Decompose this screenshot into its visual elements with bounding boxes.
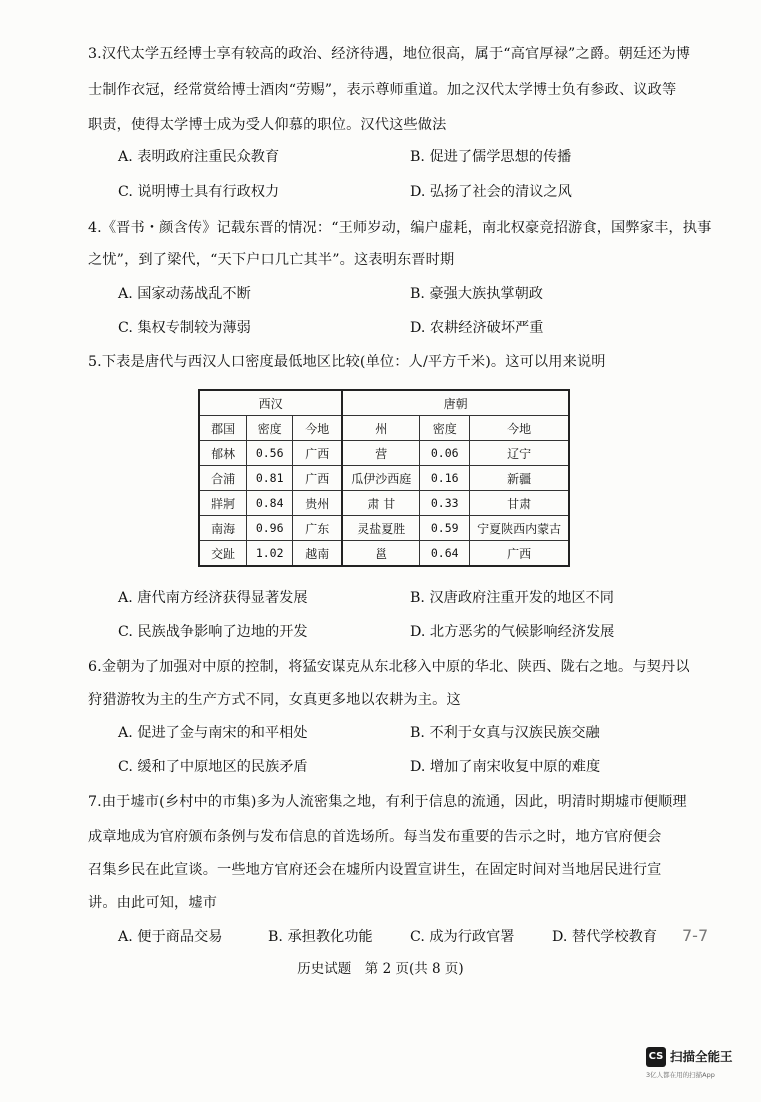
group-header-tang: 唐朝 [342,390,569,416]
question-6-line-2: 狩猎游牧为主的生产方式不同，女真更多地以农耕为主。这 [88,692,461,708]
table-cell: 牂牁 [199,491,247,516]
column-header: 郡国 [199,416,247,441]
question-5-option-b[interactable]: B. 汉唐政府注重开发的地区不同 [410,590,614,606]
question-7-option-a[interactable]: A. 便于商品交易 [118,929,223,945]
question-4-option-b[interactable]: B. 豪强大族执掌朝政 [410,286,543,302]
question-7-line-3: 召集乡民在此宣谈。一些地方官府还会在墟所内设置宣讲生，在固定时间对当地居民进行宣 [88,862,662,878]
question-5-option-c[interactable]: C. 民族战争影响了边地的开发 [118,624,308,640]
table-cell: 0.59 [420,516,470,541]
question-6-option-c[interactable]: C. 缓和了中原地区的民族矛盾 [118,759,308,775]
column-header: 密度 [247,416,293,441]
question-7-option-d[interactable]: D. 替代学校教育 [552,929,658,945]
table-cell: 1.02 [247,541,293,567]
question-7-line-4: 讲。由此可知，墟市 [88,895,218,911]
table-cell: 宁夏陕西内蒙古 [470,516,569,541]
table-cell: 邕 [342,541,420,567]
page-footer: 历史试题 第 2 页(共 8 页) [297,961,464,977]
table-cell: 广东 [293,516,343,541]
population-density-table [198,389,570,567]
question-7-line-2: 成章地成为官府颁布条例与发布信息的首选场所。每当发布重要的告示之时，地方官府便会 [88,829,662,845]
table-cell: 瓜伊沙西庭 [342,466,420,491]
question-5-option-d[interactable]: D. 北方恶劣的气候影响经济发展 [410,624,615,640]
table-cell: 交趾 [199,541,247,567]
table-row [199,466,569,491]
question-3-option-c[interactable]: C. 说明博士具有行政权力 [118,184,280,200]
question-4-option-a[interactable]: A. 国家动荡战乱不断 [118,286,251,302]
table-cell: 贵州 [293,491,343,516]
group-header-western-han: 西汉 [199,390,342,416]
question-3-line-3: 职责，使得太学博士成为受人仰慕的职位。汉代这些做法 [88,117,447,133]
table-row [199,491,569,516]
table-cell: 辽宁 [470,441,569,466]
table-cell: 0.56 [247,441,293,466]
question-4-line-1: 4.《晋书・颜含传》记载东晋的情况：“王师岁动，编户虚耗，南北权豪竞招游食，国弊家丰，执事 [88,220,712,236]
table-group-header-row [199,390,569,416]
table-cell: 越南 [293,541,343,567]
question-5-option-a[interactable]: A. 唐代南方经济获得显著发展 [118,590,308,606]
scanner-watermark [646,1047,758,1093]
table-cell: 郁林 [199,441,247,466]
question-3-option-b[interactable]: B. 促进了儒学思想的传播 [410,149,572,165]
column-header: 密度 [420,416,470,441]
handwritten-mark: 7-7 [682,926,709,945]
question-6-option-a[interactable]: A. 促进了金与南宋的和平相处 [118,725,308,741]
question-3-option-a[interactable]: A. 表明政府注重民众教育 [118,149,280,165]
table-row [199,541,569,567]
question-7-line-1: 7.由于墟市(乡村中的市集)多为人流密集之地，有利于信息的流通，因此，明清时期墟市便顺理 [88,794,687,810]
table-cell: 广西 [293,441,343,466]
watermark-app-name: 扫描全能王 [670,1049,733,1064]
question-4-option-c[interactable]: C. 集权专制较为薄弱 [118,320,251,336]
cs-logo-icon: CS [646,1047,666,1067]
question-7-option-b[interactable]: B. 承担教化功能 [268,929,373,945]
column-header: 今地 [293,416,343,441]
table-cell: 广西 [293,466,343,491]
column-header: 今地 [470,416,569,441]
table-cell: 南海 [199,516,247,541]
column-header: 州 [342,416,420,441]
question-3-line-2: 士制作衣冠，经常赏给博士酒肉“劳赐”，表示尊师重道。加之汉代太学博士负有参政、议政等 [88,82,677,98]
table-cell: 0.84 [247,491,293,516]
table-row [199,441,569,466]
question-3-line-1: 3.汉代太学五经博士享有较高的政治、经济待遇，地位很高，属于“高官厚禄”之爵。朝廷还为博 [88,46,691,62]
table-row [199,516,569,541]
question-6-line-1: 6.金朝为了加强对中原的控制，将猛安谋克从东北移入中原的华北、陕西、陇右之地。与契丹以 [88,659,690,675]
table-cell: 广西 [470,541,569,567]
question-6-option-b[interactable]: B. 不利于女真与汉族民族交融 [410,725,600,741]
table-cell: 0.06 [420,441,470,466]
table-cell: 0.96 [247,516,293,541]
table-column-header-row [199,416,569,441]
table-cell: 0.16 [420,466,470,491]
table-cell: 甘肃 [470,491,569,516]
question-5-line-1: 5.下表是唐代与西汉人口密度最低地区比较(单位：人/平方千米)。这可以用来说明 [88,354,606,370]
table-cell: 新疆 [470,466,569,491]
table-cell: 0.33 [420,491,470,516]
watermark-tagline: 3亿人都在用的扫描App [646,1071,715,1079]
table-cell: 营 [342,441,420,466]
table-cell: 肃 甘 [342,491,420,516]
question-6-option-d[interactable]: D. 增加了南宋收复中原的难度 [410,759,601,775]
question-3-option-d[interactable]: D. 弘扬了社会的清议之风 [410,184,572,200]
table-cell: 合浦 [199,466,247,491]
question-4-option-d[interactable]: D. 农耕经济破坏严重 [410,320,544,336]
question-4-line-2: 之忧”，到了梁代，“天下户口几亡其半”。这表明东晋时期 [88,252,455,268]
table-cell: 灵盐夏胜 [342,516,420,541]
table-cell: 0.64 [420,541,470,567]
question-7-option-c[interactable]: C. 成为行政官署 [410,929,515,945]
table-cell: 0.81 [247,466,293,491]
